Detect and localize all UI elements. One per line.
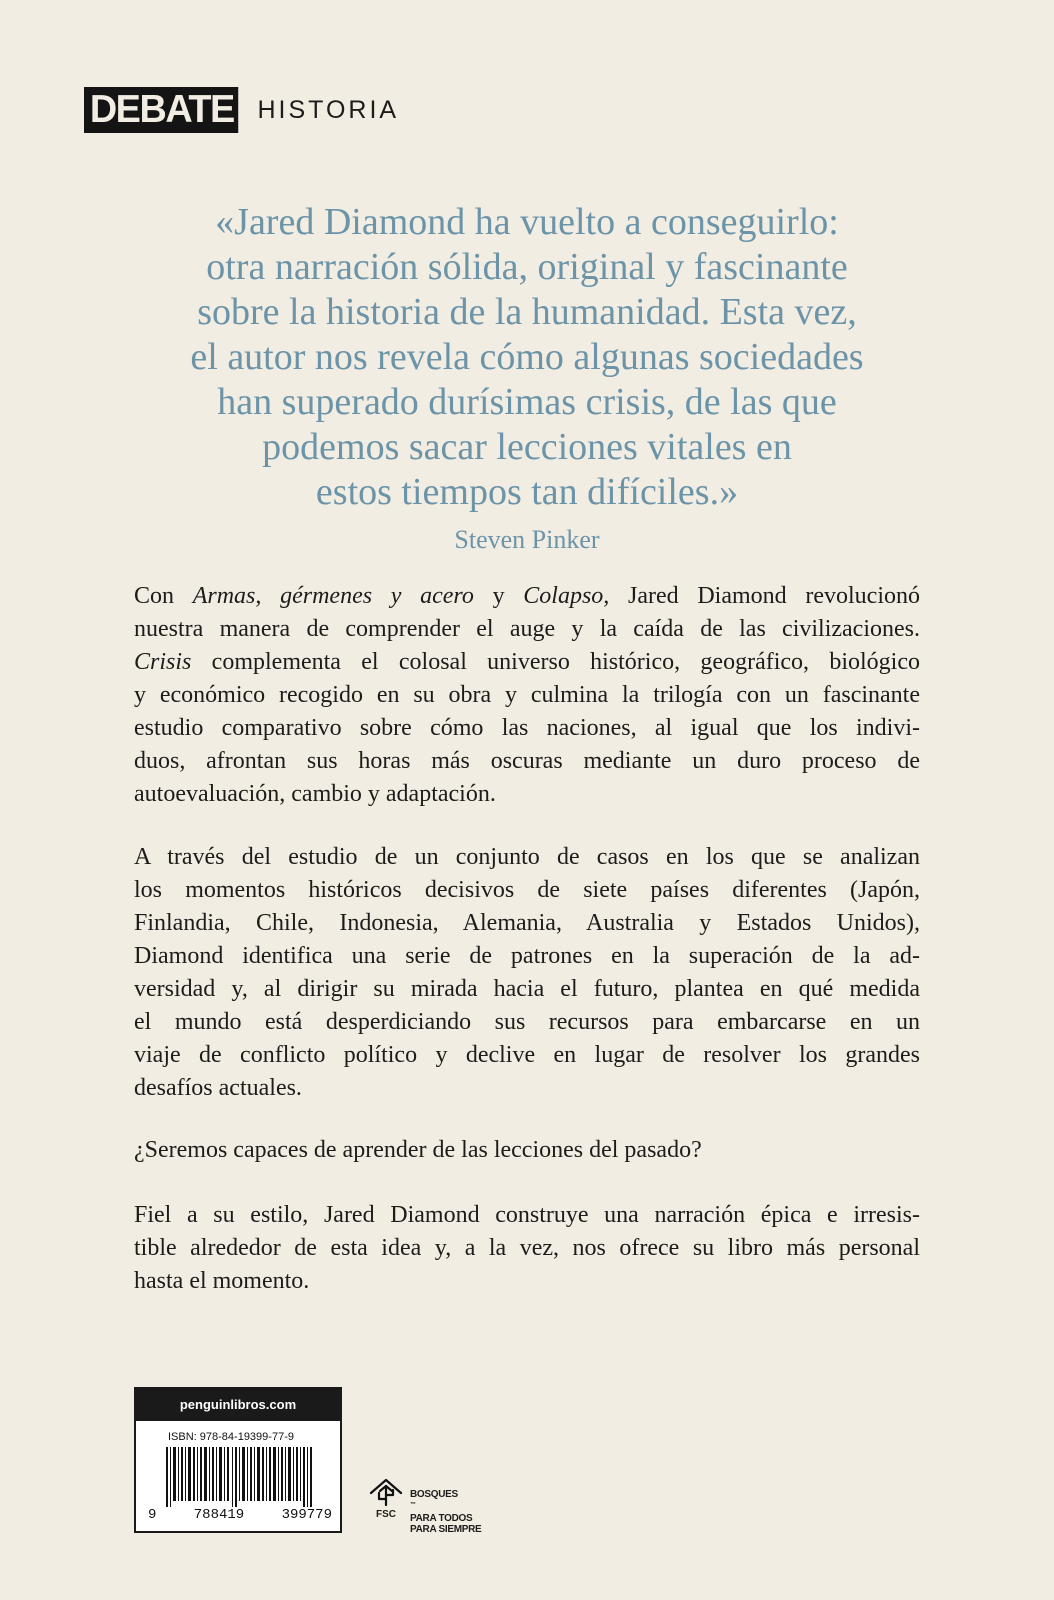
text-fragment: y	[473, 583, 524, 609]
trademark-mark: ™	[410, 1502, 416, 1508]
isbn-label: ISBN: 978-84-19399-77-9	[168, 1431, 294, 1443]
paragraph-line	[134, 646, 920, 679]
quote-line: el autor nos revela cómo algunas sociedades	[190, 336, 864, 378]
text-fragment: complementa el colosal universo histórico, geográfico, biológico	[191, 649, 920, 675]
paragraph-line: A través del estudio de un conjunto de casos en los que se analizan	[134, 844, 920, 870]
paragraph-line: nuestra manera de comprender el auge y la caída de las civilizaciones.	[134, 616, 920, 642]
paragraph-line: hasta el momento.	[134, 1268, 310, 1294]
paragraph-line: Fiel a su estilo, Jared Diamond construye una narración épica e irresis-	[134, 1202, 920, 1228]
fsc-slogan-line: PARA SIEMPRE	[410, 1524, 482, 1536]
description-paragraph-4	[134, 1199, 920, 1298]
collection-label: HISTORIA	[257, 95, 400, 124]
paragraph-line: desafíos actuales.	[134, 1075, 302, 1101]
paragraph-line	[134, 580, 920, 613]
fsc-logo	[368, 1477, 404, 1520]
fsc-tree-icon	[368, 1477, 404, 1507]
book-title-crisis: Crisis	[134, 649, 192, 675]
text-fragment: Con	[134, 583, 193, 609]
book-title-armas: Armas, gérmenes y acero	[192, 583, 474, 609]
barcode-digit-group: 788419	[193, 1507, 245, 1523]
fsc-acronym: FSC	[376, 1509, 396, 1520]
quote-line: otra narración sólida, original y fascinante	[206, 246, 848, 288]
barcode-digit-group: 9	[148, 1507, 157, 1523]
paragraph-line: Finlandia, Chile, Indonesia, Alemania, Australia y Estados Unidos),	[134, 910, 920, 936]
blurb-quote	[80, 200, 974, 515]
barcode-digits	[148, 1507, 332, 1523]
description-paragraph-2	[134, 841, 920, 1105]
text-fragment: Jared Diamond revolucionó	[609, 583, 920, 609]
barcode-block	[134, 1387, 342, 1533]
paragraph-line: tible alrededor de esta idea y, a la vez, nos ofrece su libro más personal	[134, 1235, 920, 1261]
paragraph-line: autoevaluación, cambio y adaptación.	[134, 781, 496, 807]
paragraph-line: y económico recogido en su obra y culmina la trilogía con un fascinante	[134, 682, 920, 708]
barcode-icon	[166, 1447, 316, 1507]
paragraph-line: Diamond identifica una serie de patrones en la superación de la ad-	[134, 943, 920, 969]
description-paragraph-3	[134, 1134, 920, 1167]
quote-line: estos tiempos tan difíciles.»	[315, 471, 739, 513]
book-title-colapso: Colapso,	[523, 583, 610, 609]
publisher-logo: DEBATE	[84, 87, 239, 133]
paragraph-line: los momentos históricos decisivos de siete países diferentes (Japón,	[134, 877, 920, 903]
paragraph-line: duos, afrontan sus horas más oscuras mediante un duro proceso de	[134, 748, 920, 774]
description-paragraph-1	[134, 580, 920, 811]
barcode-digit-group: 399779	[281, 1507, 332, 1523]
fsc-slogan	[410, 1489, 481, 1535]
quote-author: Steven Pinker	[454, 525, 600, 554]
quote-line: «Jared Diamond ha vuelto a conseguirlo:	[215, 201, 839, 243]
fsc-slogan-line: BOSQUES ™	[410, 1489, 458, 1508]
fsc-certification	[368, 1477, 481, 1535]
quote-line: sobre la historia de la humanidad. Esta vez,	[197, 291, 857, 333]
paragraph-line: versidad y, al dirigir su mirada hacia el futuro, plantea en qué medida	[134, 976, 920, 1002]
paragraph-line: viaje de conflicto político y declive en lugar de resolver los grandes	[134, 1042, 920, 1068]
paragraph-line: estudio comparativo sobre cómo las naciones, al igual que los indivi-	[134, 715, 920, 741]
publisher-url: penguinlibros.com	[136, 1389, 340, 1421]
quote-line: han superado durísimas crisis, de las que	[217, 381, 837, 423]
quote-line: podemos sacar lecciones vitales en	[262, 426, 792, 468]
paragraph-line: ¿Seremos capaces de aprender de las lecciones del pasado?	[134, 1137, 702, 1163]
paragraph-line: el mundo está desperdiciando sus recursos para embarcarse en un	[134, 1009, 920, 1035]
publisher-header	[84, 87, 399, 133]
fsc-slogan-line: PARA TODOS	[410, 1513, 473, 1525]
